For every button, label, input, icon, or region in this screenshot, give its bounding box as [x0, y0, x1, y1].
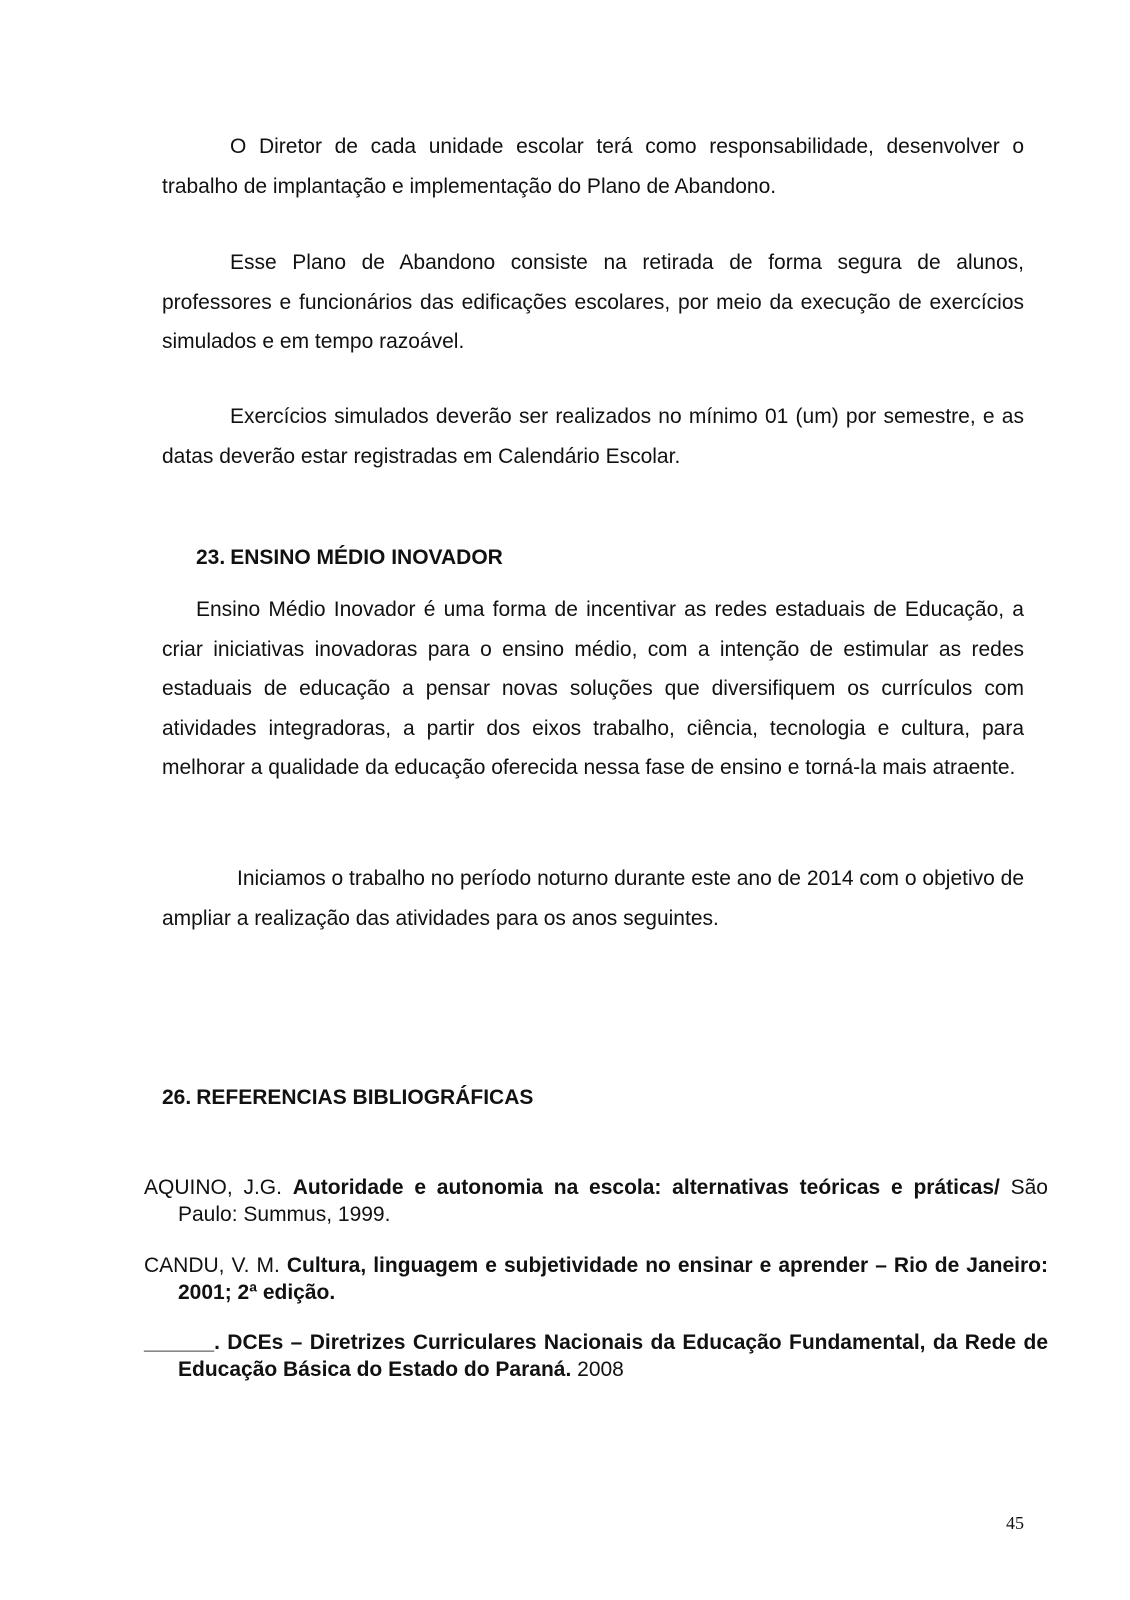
- reference-publisher: São Paulo: Summus, 1999.: [178, 1176, 1048, 1226]
- section-heading-23: [196, 544, 503, 572]
- paragraph-iniciamos-o-trabalho: Iniciamos o trabalho no período noturno durante este ano de 2014 com o objetivo de ampliar a realização das atividades para os anos seguintes.: [162, 867, 1024, 930]
- paragraph-plano-de-abandono: Esse Plano de Abandono consiste na retirada de forma segura de alunos, professores e funcionários das edificações escolares, por meio da execução de exercícios simulados e em tempo razoável.: [162, 251, 1024, 353]
- reference-title: Autoridade e autonomia na escola: alternativas teóricas e práticas/: [292, 1176, 1000, 1199]
- paragraph-ensino-medio-inovador: Ensino Médio Inovador é uma forma de incentivar as redes estaduais de Educação, a criar iniciativas inovadoras para o ensino médio, com a intenção de estimular as redes estaduais de educação a pensar novas soluções que diversifiquem os currículos com atividades integradoras, a partir dos eixos trabalho, ciência, tecnologia e cultura, para melhorar a qualidade da educação oferecida nessa fase de ensino e torná-la mais atraente.: [162, 598, 1024, 779]
- reference-year: 2008: [571, 1358, 624, 1381]
- reference-author: AQUINO, J.G.: [144, 1176, 293, 1199]
- paragraph-diretor-responsabilidade: O Diretor de cada unidade escolar terá como responsabilidade, desenvolver o trabalho de implantação e implementação do Plano de Abandono.: [162, 135, 1024, 198]
- reference-title: ______. DCEs – Diretrizes Curriculares Nacionais da Educação Fundamental, da Rede de Educação Básica do Estado do Paraná.: [144, 1331, 1048, 1381]
- section-heading-26: [162, 1084, 533, 1112]
- section-number-26: 26.: [162, 1086, 192, 1109]
- reference-dces: [144, 1329, 1048, 1383]
- page-number: 45: [1006, 1513, 1024, 1533]
- reference-candu: [144, 1252, 1048, 1306]
- section-title-23: ENSINO MÉDIO INOVADOR: [230, 546, 503, 569]
- paragraph-exercicios-simulados: Exercícios simulados deverão ser realizados no mínimo 01 (um) por semestre, e as datas deverão estar registradas em Calendário Escolar.: [162, 405, 1024, 468]
- reference-author: CANDU, V. M.: [144, 1254, 287, 1277]
- reference-title: Cultura, linguagem e subjetividade no ensinar e aprender – Rio de Janeiro: 2001; 2ª edição.: [178, 1254, 1049, 1304]
- section-title-26: REFERENCIAS BIBLIOGRÁFICAS: [196, 1086, 534, 1109]
- reference-aquino: [144, 1174, 1048, 1228]
- section-number-23: 23.: [196, 546, 226, 569]
